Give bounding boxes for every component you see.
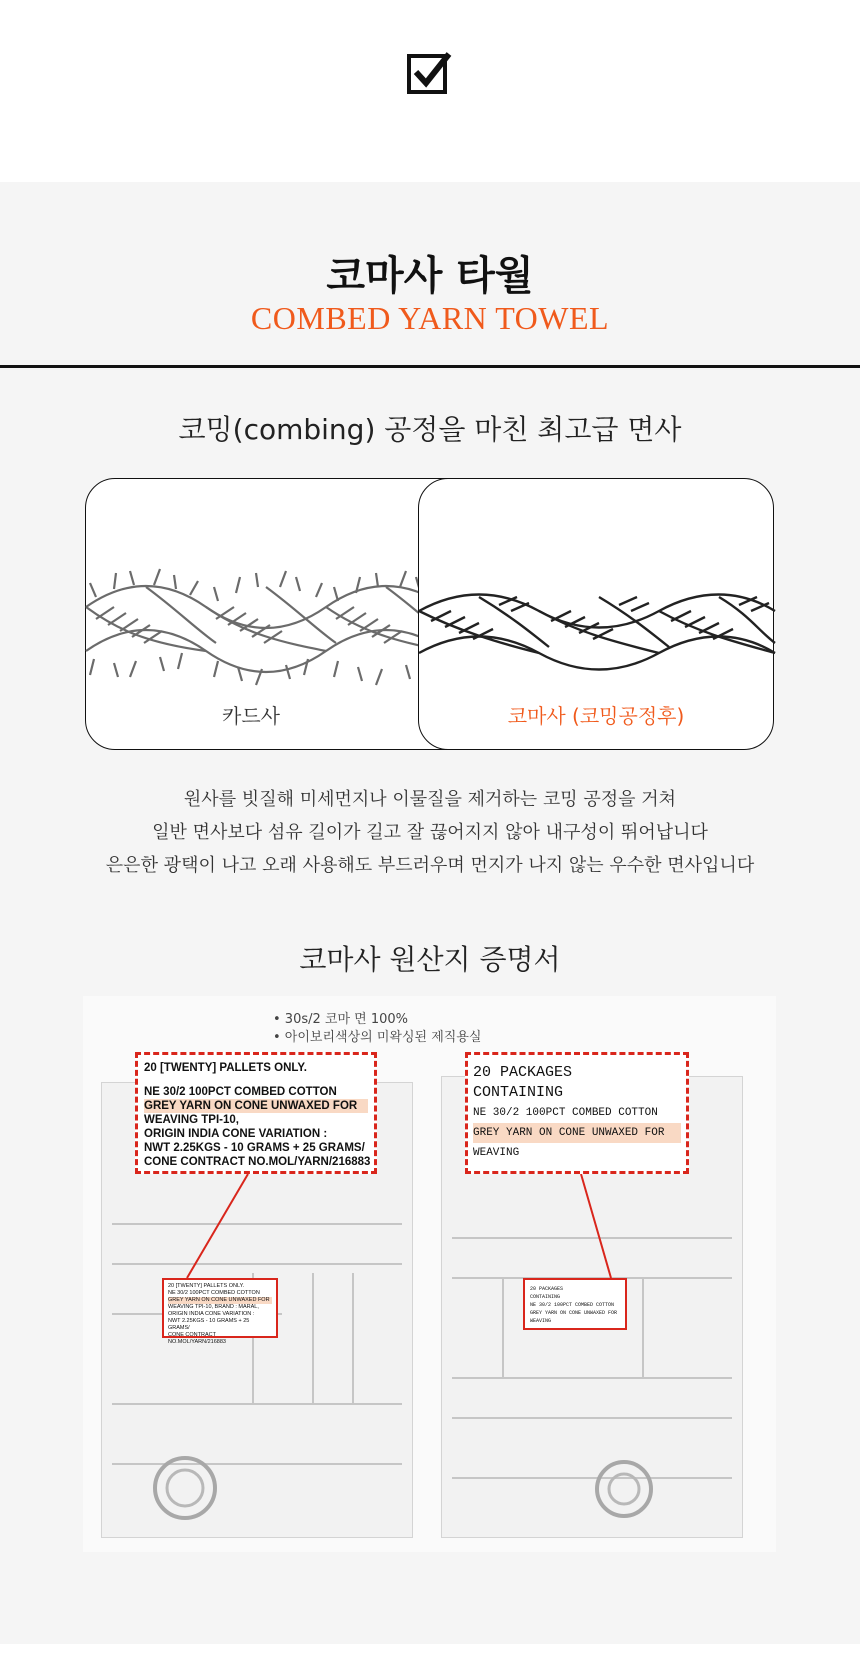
callout-text-line: [144, 1075, 368, 1085]
callout-text-line: 20 [TWENTY] PALLETS ONLY.: [144, 1062, 307, 1074]
page-subtitle: COMBED YARN TOWEL: [250, 300, 610, 336]
footer-spacer: [0, 1644, 860, 1680]
description-line: 은은한 광택이 나고 오래 사용해도 부드러우며 먼지가 나지 않는 우수한 면사입니다: [105, 855, 755, 876]
certificate-callout-right: [465, 1052, 689, 1174]
source-text-line: WEAVING TPI-10, BRAND : MARAL,: [168, 1304, 259, 1310]
callout-text-line: CONTAINING: [473, 1084, 564, 1101]
combing-description: [0, 783, 860, 882]
combed-yarn-label: 코마사 (코밍공정후): [507, 704, 685, 728]
certificate-of-origin-image: [83, 996, 776, 1552]
callout-text-line: ORIGIN INDIA CONE VARIATION :: [144, 1128, 328, 1140]
source-text-line: WEAVING: [530, 1318, 552, 1324]
source-text-line: CONTAINING: [530, 1294, 561, 1300]
carded-yarn-label: 카드사: [222, 704, 280, 728]
callout-text-line: NE 30/2 100PCT COMBED COTTON: [144, 1086, 337, 1098]
certificate-source-box-right: [523, 1278, 627, 1330]
section-heading-combing: 코밍(combing) 공정을 마친 최고급 면사: [178, 413, 682, 446]
callout-text-line: CONE CONTRACT NO.MOL/YARN/216883: [144, 1156, 371, 1168]
source-text-line: GREY YARN ON CONE UNWAXED FOR: [530, 1310, 618, 1316]
callout-text-line: GREY YARN ON CONE UNWAXED FOR: [144, 1099, 368, 1113]
page-title: 코마사 타월: [326, 253, 534, 299]
source-text-line: CONE CONTRACT NO.MOL/YARN/216883: [168, 1332, 226, 1345]
source-text-line: GREY YARN ON CONE UNWAXED FOR: [168, 1297, 272, 1304]
checkbox-checked-icon: [406, 50, 452, 96]
source-text-line: 20 [TWENTY] PALLETS ONLY.: [168, 1283, 245, 1289]
source-text-line: NE 30/2 100PCT COMBED COTTON: [168, 1290, 260, 1296]
source-text-line: ORIGIN INDIA CONE VARIATION :: [168, 1311, 255, 1317]
combed-yarn-illustration: [419, 539, 775, 689]
spec-note: • 아이보리색상의 미왁싱된 제직용실: [273, 1030, 482, 1045]
source-text-line: NWT 2.25KGS - 10 GRAMS + 25 GRAMS/: [168, 1318, 250, 1331]
source-text-line: 20 PACKAGES: [530, 1286, 564, 1292]
divider: [0, 365, 860, 368]
callout-text-line: GREY YARN ON CONE UNWAXED FOR: [473, 1123, 681, 1143]
callout-text-line: NE 30/2 100PCT COMBED COTTON: [473, 1107, 658, 1119]
source-text-line: NE 30/2 100PCT COMBED COTTON: [530, 1302, 615, 1308]
callout-text-line: WEAVING TPI-10,: [144, 1114, 239, 1126]
section-heading-certificate: 코마사 원산지 증명서: [299, 943, 561, 976]
combed-yarn-card: [418, 478, 774, 750]
spec-note: • 30s/2 코마 면 100%: [273, 1012, 409, 1027]
callout-text-line: 20 PACKAGES: [473, 1064, 573, 1081]
certificate-source-box-left: [162, 1278, 278, 1345]
callout-text-line: NWT 2.25KGS - 10 GRAMS + 25 GRAMS/: [144, 1142, 365, 1154]
description-line: 원사를 빗질해 미세먼지나 이물질을 제거하는 코밍 공정을 거쳐: [183, 789, 677, 810]
description-line: 일반 면사보다 섬유 길이가 길고 잘 끊어지지 않아 내구성이 뛰어납니다: [152, 822, 708, 843]
callout-text-line: WEAVING: [473, 1147, 520, 1159]
header-area: [0, 0, 860, 182]
certificate-callout-left: [135, 1052, 377, 1174]
